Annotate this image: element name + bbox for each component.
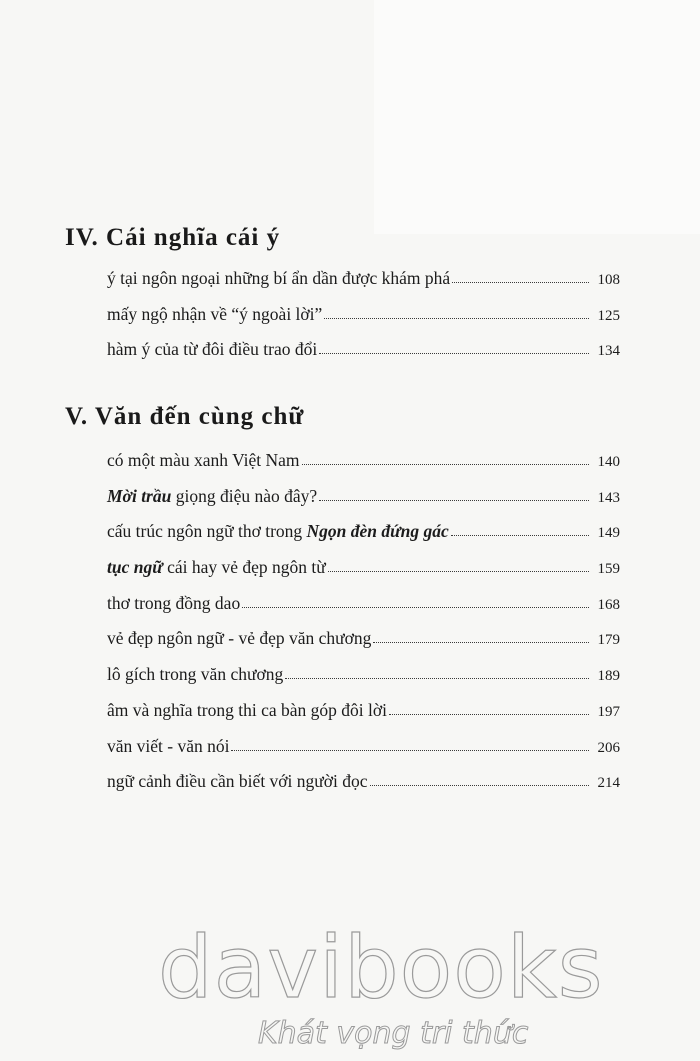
watermark-slogan: Khát vọng tri thức	[258, 1016, 529, 1051]
toc-dot-leader	[451, 535, 589, 536]
toc-dot-leader	[452, 282, 589, 283]
toc-dot-leader	[324, 318, 589, 319]
light-corner-patch	[374, 0, 700, 234]
section-heading-iv: IV. Cái nghĩa cái ý	[65, 224, 281, 251]
toc-entry	[107, 520, 620, 556]
toc-dot-leader	[328, 571, 589, 572]
toc-entry-title-text: hàm ý của từ đôi điều trao đổi	[107, 339, 318, 360]
toc-list-section-v	[107, 449, 620, 806]
toc-entry-title-text: văn viết - văn nói	[107, 735, 230, 756]
toc-entry-title-text: lô gích trong văn chương	[107, 664, 284, 685]
toc-entry-title-emphasis: Ngọn đèn đứng gác	[306, 521, 449, 542]
toc-entry-title	[107, 303, 322, 325]
toc-dot-leader	[231, 750, 589, 751]
toc-entry	[107, 485, 620, 521]
toc-page-number: 143	[597, 489, 620, 506]
toc-entry-title-text: cái hay vẻ đẹp ngôn từ	[162, 557, 326, 578]
toc-entry-title	[107, 556, 326, 578]
toc-entry-title-text: thơ trong đồng dao	[107, 592, 241, 613]
toc-entry-title-text: giọng điệu nào đây?	[171, 485, 318, 506]
toc-entry	[107, 770, 620, 806]
toc-entry	[107, 592, 620, 628]
toc-entry-title-text: ngữ cảnh điều cần biết với người đọc	[107, 771, 368, 792]
toc-page-number: 179	[597, 632, 620, 649]
section-heading-v: V. Văn đến cùng chữ	[65, 403, 305, 430]
watermark-brand: davibooks	[158, 918, 604, 1018]
toc-entry	[107, 338, 620, 374]
toc-entry-title	[107, 485, 317, 507]
toc-page-number: 134	[597, 343, 620, 360]
toc-entry	[107, 556, 620, 592]
toc-entry-title-text: có một màu xanh Việt Nam	[107, 450, 300, 470]
toc-entry-title-text: ý tại ngôn ngoại những bí ẩn dần được khám phá	[107, 268, 451, 288]
toc-entry-title	[107, 770, 368, 792]
toc-entry-title	[107, 267, 450, 289]
toc-dot-leader	[373, 642, 589, 643]
toc-page-number: 149	[597, 525, 620, 542]
toc-entry-title	[107, 627, 371, 649]
toc-page-number: 168	[597, 596, 620, 613]
toc-entry-title-emphasis: tục ngữ	[107, 557, 163, 578]
toc-entry	[107, 267, 620, 303]
toc-entry	[107, 699, 620, 735]
toc-entry	[107, 735, 620, 771]
toc-entry	[107, 303, 620, 339]
toc-page-number: 214	[597, 775, 620, 792]
toc-dot-leader	[389, 714, 589, 715]
toc-entry-title	[107, 699, 387, 721]
toc-entry-title	[107, 592, 240, 614]
toc-entry	[107, 663, 620, 699]
toc-entry-title	[107, 735, 229, 757]
toc-dot-leader	[242, 607, 589, 608]
toc-entry-title	[107, 520, 449, 542]
toc-list-section-iv	[107, 267, 620, 374]
toc-entry-title-text: vẻ đẹp ngôn ngữ - vẻ đẹp văn chương	[107, 628, 372, 649]
toc-dot-leader	[370, 785, 589, 786]
toc-page-number: 125	[597, 307, 620, 324]
toc-page-number: 140	[597, 454, 620, 470]
toc-dot-leader	[319, 500, 589, 501]
toc-entry-title-text: cấu trúc ngôn ngữ thơ trong	[107, 521, 307, 542]
toc-page-number: 159	[597, 561, 620, 578]
toc-dot-leader	[302, 464, 589, 465]
toc-page-number: 189	[597, 668, 620, 685]
toc-entry	[107, 449, 620, 485]
toc-entry	[107, 627, 620, 663]
toc-page-number: 206	[597, 739, 620, 756]
toc-entry-title-text: mấy ngộ nhận về “ý ngoài lời”	[107, 303, 323, 324]
toc-entry-title	[107, 663, 283, 685]
toc-entry-title-text: âm và nghĩa trong thi ca bàn góp đôi lời	[107, 699, 387, 720]
toc-entry-title	[107, 449, 300, 471]
toc-entry-title	[107, 338, 317, 360]
toc-page-number: 197	[597, 703, 620, 720]
toc-dot-leader	[285, 678, 589, 679]
toc-dot-leader	[319, 353, 589, 354]
toc-page-number: 108	[597, 272, 620, 288]
toc-entry-title-emphasis: Mời trầu	[107, 485, 172, 506]
